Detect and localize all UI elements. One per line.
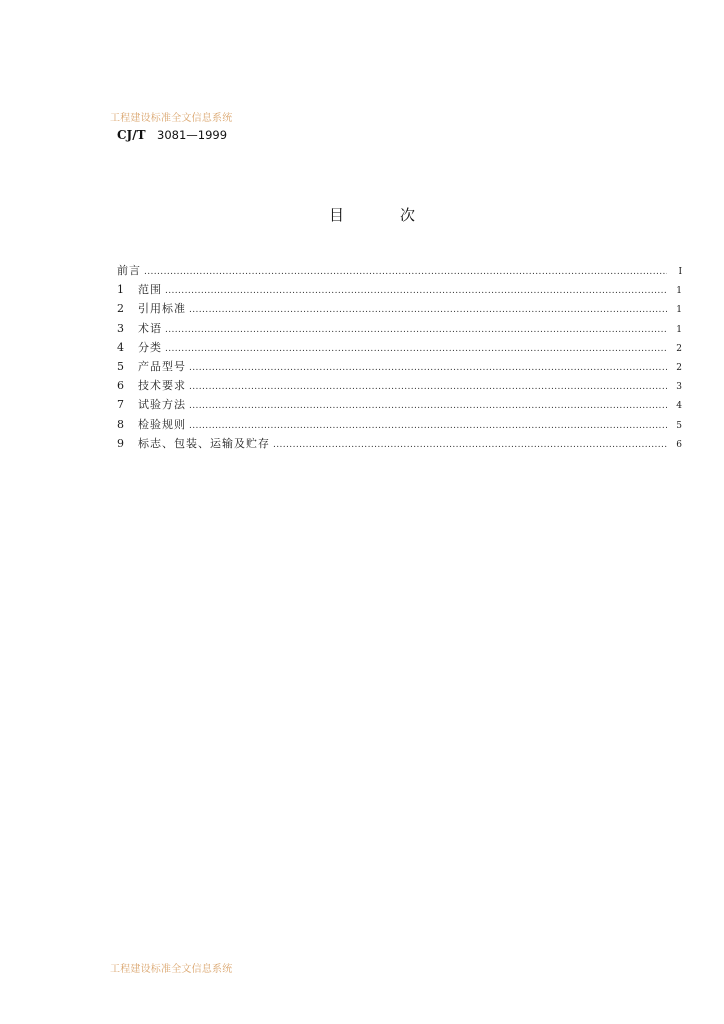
toc-entry-number: 8 bbox=[117, 417, 124, 431]
toc-leader-dots bbox=[189, 359, 667, 378]
toc-entry-page: 2 bbox=[676, 343, 682, 354]
toc-entry-number: 6 bbox=[117, 379, 124, 393]
toc-entry-number: 5 bbox=[117, 359, 124, 373]
toc-entry-number: 2 bbox=[117, 302, 124, 316]
toc-entry-page: I bbox=[678, 267, 682, 277]
standard-number: 3081—1999 bbox=[157, 128, 228, 142]
toc-entry-label: 术语 bbox=[138, 321, 162, 335]
toc-entry-normative-references[interactable] bbox=[117, 299, 682, 318]
toc-entry-label: 前言 bbox=[117, 264, 141, 277]
toc-entry-classification[interactable] bbox=[117, 338, 682, 357]
toc-entry-inspection-rules[interactable] bbox=[117, 415, 682, 434]
toc-entry-page: 1 bbox=[676, 286, 682, 297]
toc-entry-label: 分类 bbox=[138, 340, 162, 354]
toc-entry-page: 3 bbox=[676, 382, 682, 393]
toc-entry-number: 7 bbox=[117, 398, 124, 412]
watermark-top: 工程建设标准全文信息系统 bbox=[110, 113, 233, 124]
toc-entry-number: 1 bbox=[117, 283, 124, 297]
toc-entry-label: 标志、包装、运输及贮存 bbox=[138, 436, 270, 450]
toc-entry-foreword[interactable] bbox=[117, 261, 682, 280]
toc-entry-test-methods[interactable] bbox=[117, 395, 682, 414]
toc-entry-label: 引用标准 bbox=[138, 302, 186, 316]
toc-leader-dots bbox=[273, 436, 667, 455]
toc-leader-dots bbox=[165, 340, 667, 359]
toc-leader-dots bbox=[189, 397, 667, 416]
standard-code bbox=[117, 128, 227, 142]
toc-entry-page: 6 bbox=[676, 439, 682, 450]
toc-entry-marking-packaging[interactable] bbox=[117, 434, 682, 453]
toc-entry-label: 检验规则 bbox=[138, 417, 186, 431]
toc-entry-terms[interactable] bbox=[117, 319, 682, 338]
toc-entry-label: 范围 bbox=[138, 283, 162, 297]
toc-leader-dots bbox=[144, 263, 667, 282]
toc-entry-scope[interactable] bbox=[117, 280, 682, 299]
toc-entry-page: 5 bbox=[676, 420, 682, 431]
toc-entry-page: 1 bbox=[676, 324, 682, 335]
toc-entry-page: 4 bbox=[676, 401, 682, 412]
toc-entry-number: 3 bbox=[117, 321, 124, 335]
toc-leader-dots bbox=[189, 301, 667, 320]
watermark-bottom: 工程建设标准全文信息系统 bbox=[110, 964, 233, 975]
toc-entry-number: 4 bbox=[117, 340, 124, 354]
toc-entry-label: 产品型号 bbox=[138, 359, 186, 373]
toc-leader-dots bbox=[165, 282, 667, 301]
toc-entry-label: 技术要求 bbox=[138, 379, 186, 393]
toc-entry-number: 9 bbox=[117, 436, 124, 450]
toc-entry-technical-requirements[interactable] bbox=[117, 376, 682, 395]
toc-leader-dots bbox=[165, 321, 667, 340]
toc-entry-page: 1 bbox=[676, 305, 682, 316]
toc-title: 目次 bbox=[328, 206, 471, 224]
toc-entry-page: 2 bbox=[676, 362, 682, 373]
table-of-contents bbox=[117, 261, 682, 453]
standard-prefix: CJ/T bbox=[117, 128, 146, 142]
toc-entry-product-model[interactable] bbox=[117, 357, 682, 376]
toc-leader-dots bbox=[189, 378, 667, 397]
toc-entry-label: 试验方法 bbox=[138, 398, 186, 412]
